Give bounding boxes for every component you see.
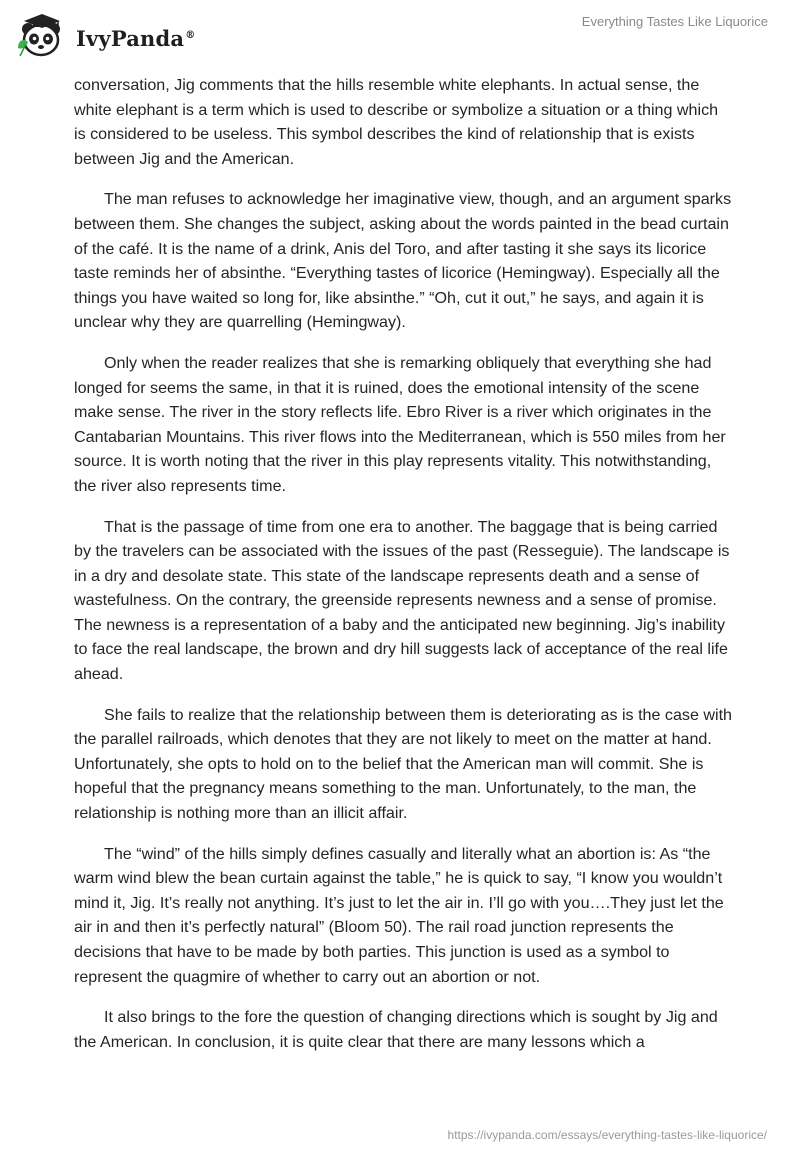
ivypanda-logo[interactable] <box>16 12 195 58</box>
paragraph: The man refuses to acknowledge her imaginative view, though, and an argument sparks between them. She changes the subject, asking about the words painted in the bead curtain of the café. It is the name of a drink, Anis del Toro, and after tasting it she says its licorice taste reminds her of absinthe. “Everything tastes of licorice (Hemingway). Especially all the things you have waited so long for, like absinthe.” “Oh, cut it out,” he says, and again it is unclear why they are quarrelling (Hemingway). <box>74 190 732 332</box>
paragraph: The “wind” of the hills simply defines casually and literally what an abortion is: As “the warm wind blew the bean curtain against the table,” he is quick to say, “I know you wouldn’t mind it, Jig. It’s really not anything. It’s just to let the air in. I’ll go with you….They just let the air in and then it’s perfectly natural” (Bloom 50). The rail road junction represents the decisions that have to be made by both parties. This junction is used as a symbol to represent the quagmire of whether to carry out an abortion or not. <box>74 844 724 986</box>
registered-mark: ® <box>185 29 196 41</box>
document-title: Everything Tastes Like Liquorice <box>581 14 768 29</box>
paragraph: It also brings to the fore the question of changing directions which is sought by Jig and the American. In conclusion, it is quite clear that there are many lessons which a <box>74 1008 718 1051</box>
graduation-panda-icon <box>16 12 68 58</box>
essay-body <box>74 73 734 1070</box>
brand-name: IvyPanda <box>76 25 185 51</box>
paragraph: That is the passage of time from one era to another. The baggage that is being carried by the travelers can be associated with the issues of the past (Resseguie). The landscape is in a dry and desolate state. This state of the landscape represents death and a sense of wastefulness. On the contrary, the greenside represents newness and a sense of promise. The newness is a representation of a baby and the anticipated new beginning. Jig’s inability to face the real landscape, the brown and dry hill suggests lack of acceptance of the real life ahead. <box>74 517 730 684</box>
paragraph: She fails to realize that the relationship between them is deteriorating as is the case with the parallel railroads, which denotes that they are not likely to meet on the matter at hand. Unfortunately, she opts to hold on to the belief that the American man will commit. She is hopeful that the pregnancy means something to the man. Unfortunately, to the man, the relationship is nothing more than an illicit affair. <box>74 705 733 823</box>
paragraph: Only when the reader realizes that she is remarking obliquely that everything she had longed for seems the same, in that it is ruined, does the emotional intensity of the scene make sense. The river in the story reflects life. Ebro River is a river which originates in the Cantabarian Mountains. This river flows into the Mediterranean, which is 550 miles from her source. It is worth noting that the river in this play represents vitality. This notwithstanding, the river also represents time. <box>74 353 726 495</box>
page-header <box>0 0 800 70</box>
paragraph: conversation, Jig comments that the hills resemble white elephants. In actual sense, the white elephant is a term which is used to describe or symbolize a situation or a thing which is considered to be useless. This symbol describes the kind of relationship that is exists between Jig and the American. <box>74 76 719 168</box>
source-url-link[interactable]: https://ivypanda.com/essays/everything-tastes-like-liquorice/ <box>447 1128 767 1142</box>
